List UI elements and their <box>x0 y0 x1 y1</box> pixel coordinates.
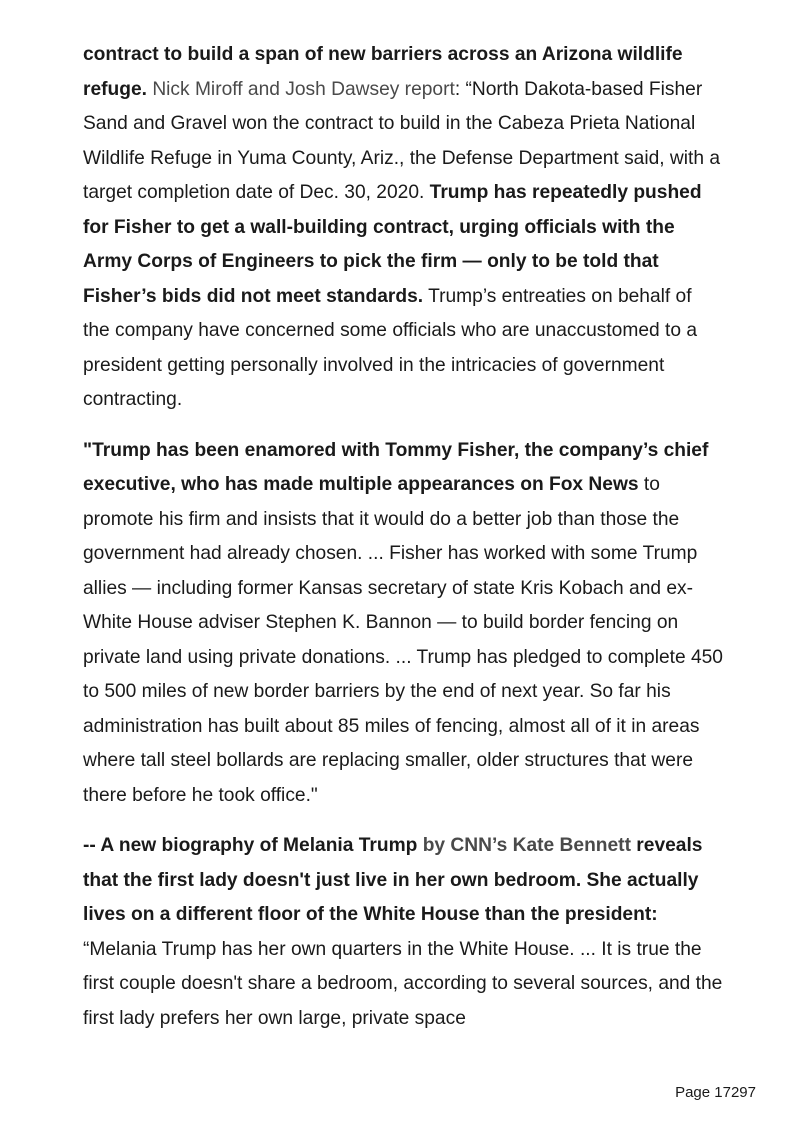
paragraph-melania-biography <box>83 829 723 1036</box>
paragraph-fisher-contract <box>83 38 723 418</box>
bold-lead: contract to build a span of new barriers across an Arizona wildlife refuge. <box>83 44 683 100</box>
byline-link[interactable]: by CNN’s Kate Bennett <box>417 835 631 856</box>
body-text: Trump’s entreaties on behalf of the company have concerned some officials who are unaccustomed to a president getting personally involved in the intricacies of government contracting. <box>83 285 697 410</box>
bold-lead: -- A new biography of Melania Trump <box>83 835 418 856</box>
body-text: “Melania Trump has her own quarters in the White House. ... It is true the first couple doesn't share a bedroom, according to several sources, and the first lady prefers her own large, private space <box>83 938 723 1029</box>
body-text: to promote his firm and insists that it would do a better job than those the government had already chosen. ... Fisher has worked with some Trump allies — including former Kansas secretary of state Kris Kobach and ex-White House adviser Stephen K. Bannon — to build border fencing on private land using private donations. ... Trump has pledged to complete 450 to 500 miles of new border barriers by the end of next year. So far his administration has built about 85 miles of fencing, almost all of it in areas where tall steel bollards are replacing smaller, older structures that were there before he took office." <box>83 474 723 806</box>
page-number: Page 17297 <box>675 1084 756 1101</box>
bold-highlight: Trump has repeatedly pushed for Fisher to get a wall-building contract, urging officials with the Army Corps of Engineers to pick the firm — only to be told that Fisher’s bids did not meet standards. <box>83 182 702 307</box>
paragraph-tommy-fisher <box>83 434 723 814</box>
bold-highlight: reveals that the first lady doesn't just live in her own bedroom. She actually lives on a different floor of the White House than the president: <box>83 835 703 925</box>
body-text: : “North Dakota-based Fisher Sand and Gravel won the contract to build in the Cabeza Prieta National Wildlife Refuge in Yuma County, Ariz., the Defense Department said, with a target completion date of Dec. 30, 2020. <box>83 78 721 203</box>
document-body <box>83 38 723 1036</box>
bold-lead: "Trump has been enamored with Tommy Fisher, the company’s chief executive, who has made multiple appearances on Fox News <box>83 439 709 495</box>
byline-link[interactable]: Nick Miroff and Josh Dawsey report <box>146 78 455 100</box>
